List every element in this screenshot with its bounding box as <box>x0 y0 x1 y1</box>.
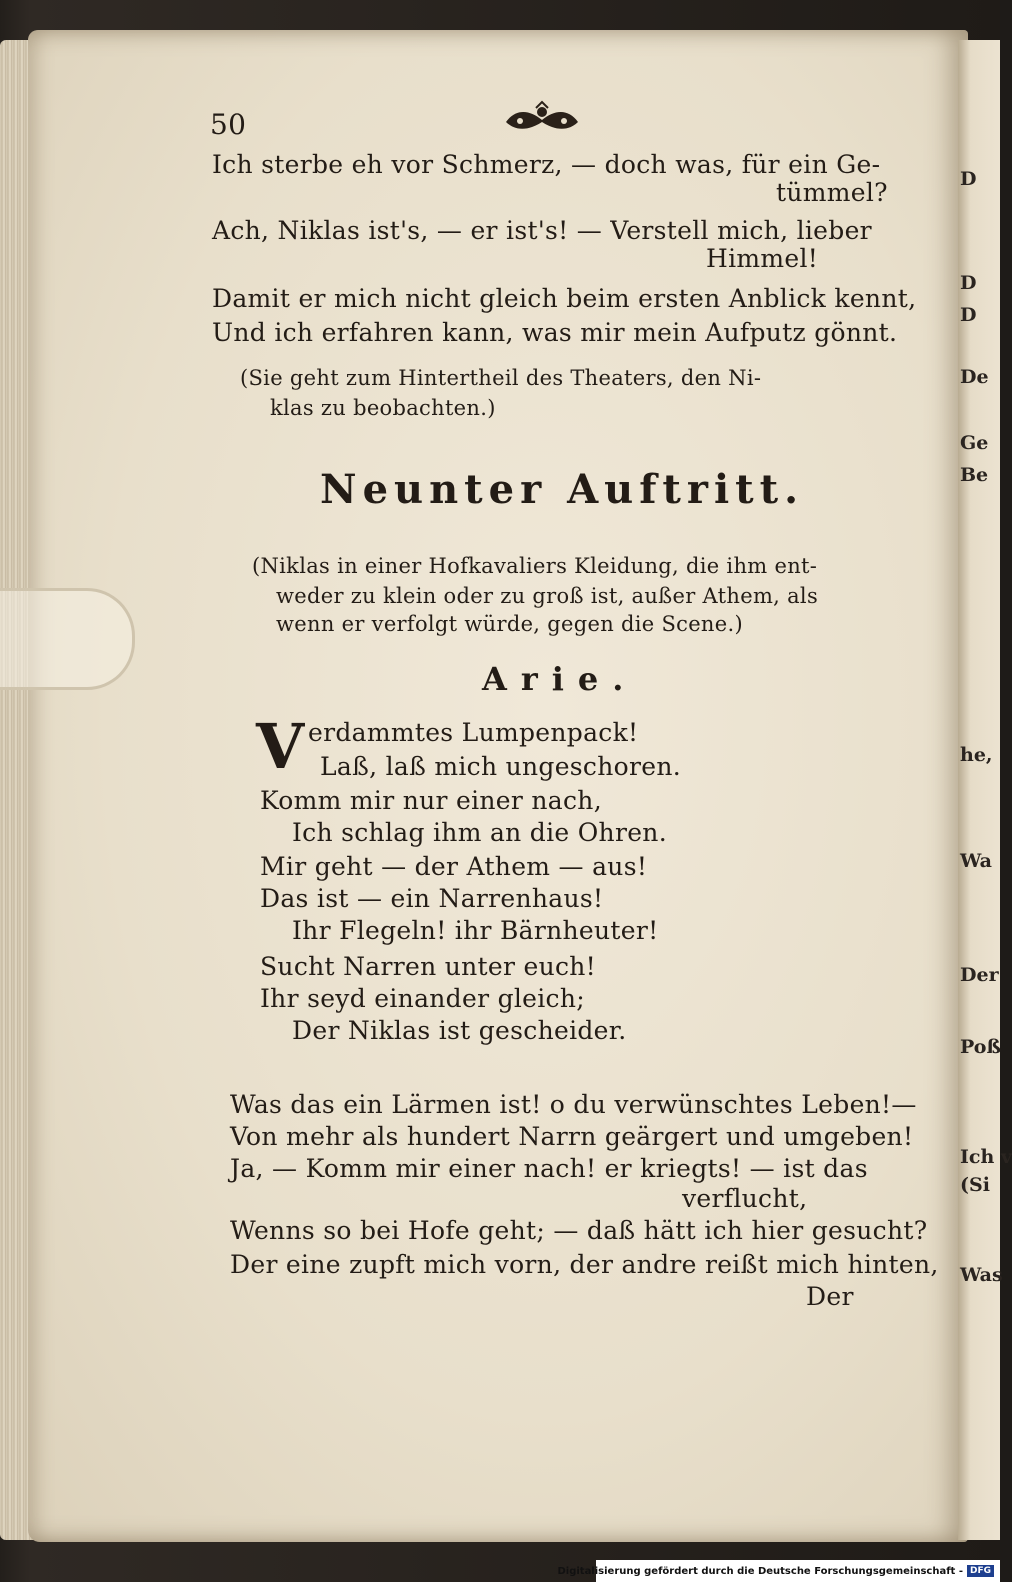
aria-line: Komm mir nur einer nach, <box>260 786 602 815</box>
aria-line: erdammtes Lumpenpack! <box>308 718 639 747</box>
verse-line: Von mehr als hundert Narrn geärgert und umgeben! <box>230 1122 914 1151</box>
aria-line: Sucht Narren unter euch! <box>260 952 597 981</box>
stage-direction-line: (Sie geht zum Hintertheil des Theaters, den Ni- <box>240 366 762 390</box>
stage-direction-line: wenn er verfolgt würde, gegen die Scene.) <box>276 612 743 636</box>
catchword: Der <box>806 1282 854 1311</box>
aria-line: Der Niklas ist gescheider. <box>292 1016 627 1045</box>
dfg-logo: DFG <box>967 1565 994 1577</box>
ornament-icon <box>500 102 584 136</box>
facing-fragment: Wa <box>960 850 992 872</box>
facing-fragment: Ge <box>960 432 989 454</box>
verse-line-continuation: Himmel! <box>706 244 819 273</box>
facing-fragment: Der <box>960 964 999 986</box>
stage-direction-line: weder zu klein oder zu groß ist, außer Athem, als <box>276 584 819 608</box>
verse-line: Damit er mich nicht gleich beim ersten Anblick kennt, <box>212 284 917 313</box>
stage-direction-line: (Niklas in einer Hofkavaliers Kleidung, die ihm ent- <box>252 554 818 578</box>
verse-line-continuation: verflucht, <box>682 1184 808 1213</box>
aria-line: Mir geht — der Athem — aus! <box>260 852 648 881</box>
facing-fragment: he, <box>960 744 993 766</box>
scene-heading: Neunter Auftritt. <box>320 466 805 513</box>
verse-line: Der eine zupft mich vorn, der andre reißt mich hinten, <box>230 1250 939 1279</box>
facing-fragment: Ich v <box>960 1146 1012 1168</box>
aria-line: Ihr seyd einander gleich; <box>260 984 585 1013</box>
drop-cap: V <box>256 710 305 783</box>
facing-fragment: D <box>960 304 977 326</box>
verse-line: Ja, — Komm mir einer nach! er kriegts! — ist das <box>230 1154 868 1183</box>
facing-fragment: De <box>960 366 989 388</box>
facing-fragment: Was <box>960 1264 1003 1286</box>
digitization-footer <box>557 1560 1000 1582</box>
stage-direction-line: klas zu beobachten.) <box>270 396 496 420</box>
aria-line: Ich schlag ihm an die Ohren. <box>292 818 667 847</box>
facing-fragment: D <box>960 168 977 190</box>
facing-fragment: (Si <box>960 1174 990 1196</box>
aria-line: Laß, laß mich ungeschoren. <box>320 752 681 781</box>
facing-fragment: D <box>960 272 977 294</box>
aria-heading: Arie. <box>482 660 638 698</box>
facing-fragment: Be <box>960 464 989 486</box>
verse-line: Und ich erfahren kann, was mir mein Aufputz gönnt. <box>212 318 898 347</box>
page-number: 50 <box>210 108 247 141</box>
aria-line: Ihr Flegeln! ihr Bärnheuter! <box>292 916 659 945</box>
aria-line: Das ist — ein Narrenhaus! <box>260 884 604 913</box>
verse-line: Was das ein Lärmen ist! o du verwünschtes Leben!— <box>230 1090 917 1119</box>
verse-line: Wenns so bei Hofe geht; — daß hätt ich hier gesucht? <box>230 1216 928 1245</box>
verse-line-continuation: tümmel? <box>776 178 888 207</box>
verse-line: Ach, Niklas ist's, — er ist's! — Verstell mich, lieber <box>212 216 872 245</box>
verse-line: Ich sterbe eh vor Schmerz, — doch was, für ein Ge- <box>212 150 881 179</box>
facing-fragment: Poß <box>960 1036 1001 1058</box>
footer-credit: Digitalisierung gefördert durch die Deutsche Forschungsgemeinschaft - <box>557 1565 963 1577</box>
